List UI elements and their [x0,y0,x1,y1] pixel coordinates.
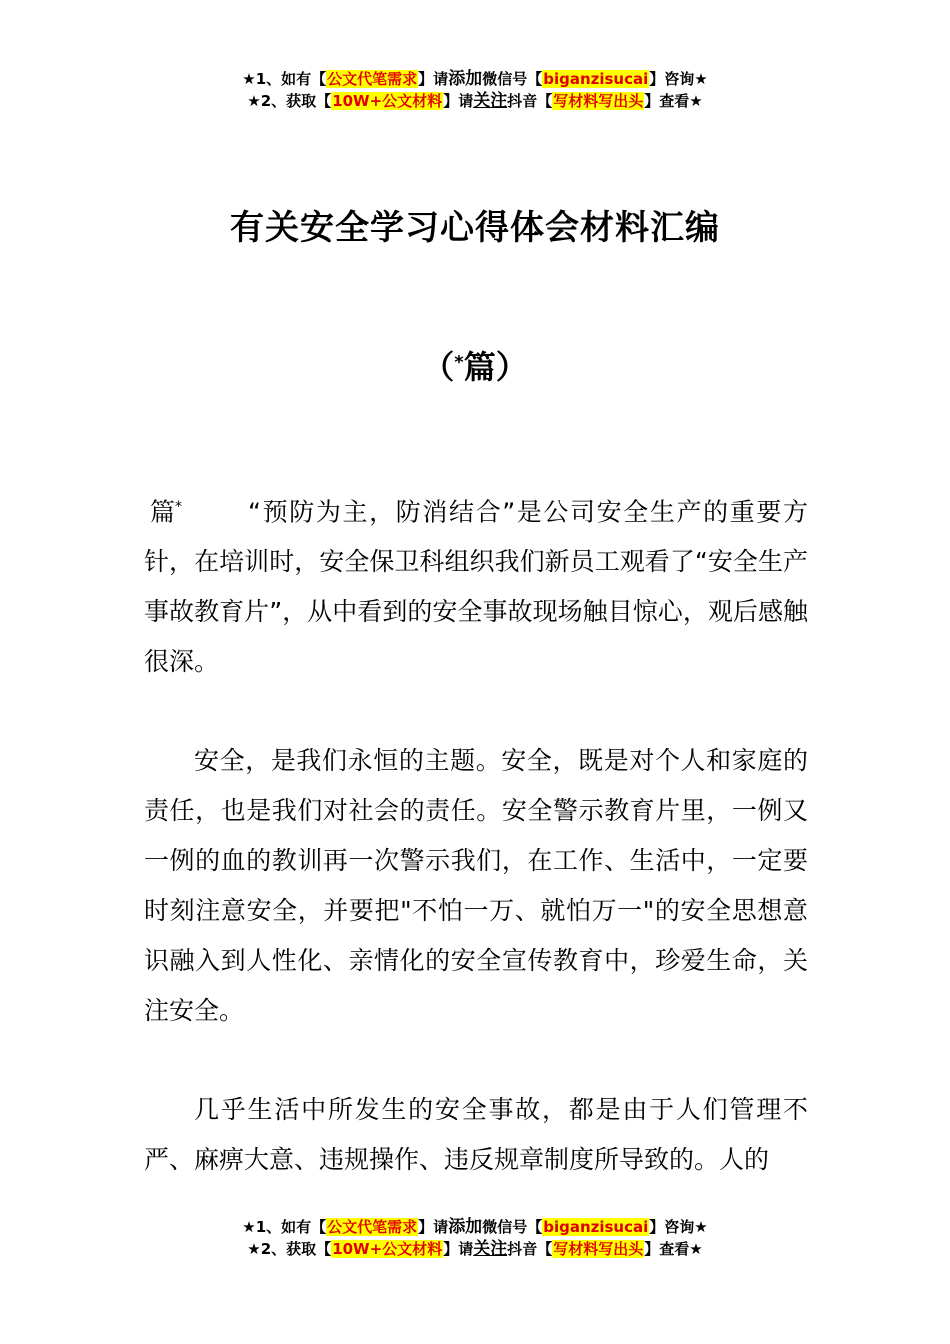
highlight-douyin-account: 写材料写出头 [553,92,644,110]
banner-line-1: ★1、如有【公文代笔需求】请添加微信号【biganzisucai】咨询★ [242,69,708,89]
highlight-wechat-id: biganzisucai [543,70,649,88]
paragraph: 几乎生活中所发生的安全事故，都是由于人们管理不严、麻痹大意、违规操作、违反规章制度所导致的。人的 [144,1095,808,1175]
footer-banner [0,1216,950,1260]
document-title: 有关安全学习心得体会材料汇编 [230,208,720,248]
paragraph: 安全，是我们永恒的主题。安全，既是对个人和家庭的责任，也是我们对社会的责任。安全警示教育片里，一例又一例的血的教训再一次警示我们，在工作、生活中，一定要时刻注意安全，并要把"不怕一万、就怕万一"的安全思想意识融入到人性化、亲情化的安全宣传教育中，珍爱生命，关注安全。 [144,746,808,1026]
banner-line-1: ★1、如有【公文代笔需求】请添加微信号【biganzisucai】咨询★ [242,1217,708,1237]
highlight-materials: 10W+公文材料 [332,92,443,110]
highlight-wechat-id: biganzisucai [543,1218,649,1236]
highlight-douyin-account: 写材料写出头 [553,1240,644,1258]
document-body [144,482,808,1234]
section-label: 篇* [150,497,183,527]
highlight-materials: 10W+公文材料 [332,1240,443,1258]
highlight-service: 公文代笔需求 [327,1218,418,1236]
banner-line-2: ★2、获取【10W+公文材料】请关注抖音【写材料写出头】查看★ [247,91,703,111]
banner-line-2: ★2、获取【10W+公文材料】请关注抖音【写材料写出头】查看★ [247,1239,703,1259]
highlight-service: 公文代笔需求 [327,70,418,88]
paragraph: 篇* “预防为主，防消结合”是公司安全生产的重要方针，在培训时，安全保卫科组织我们新员工观看了“安全生产事故教育片”，从中看到的安全事故现场触目惊心，观后感触很深。 [144,482,808,687]
header-banner [0,68,950,112]
document-subtitle: （*篇） [422,348,528,386]
